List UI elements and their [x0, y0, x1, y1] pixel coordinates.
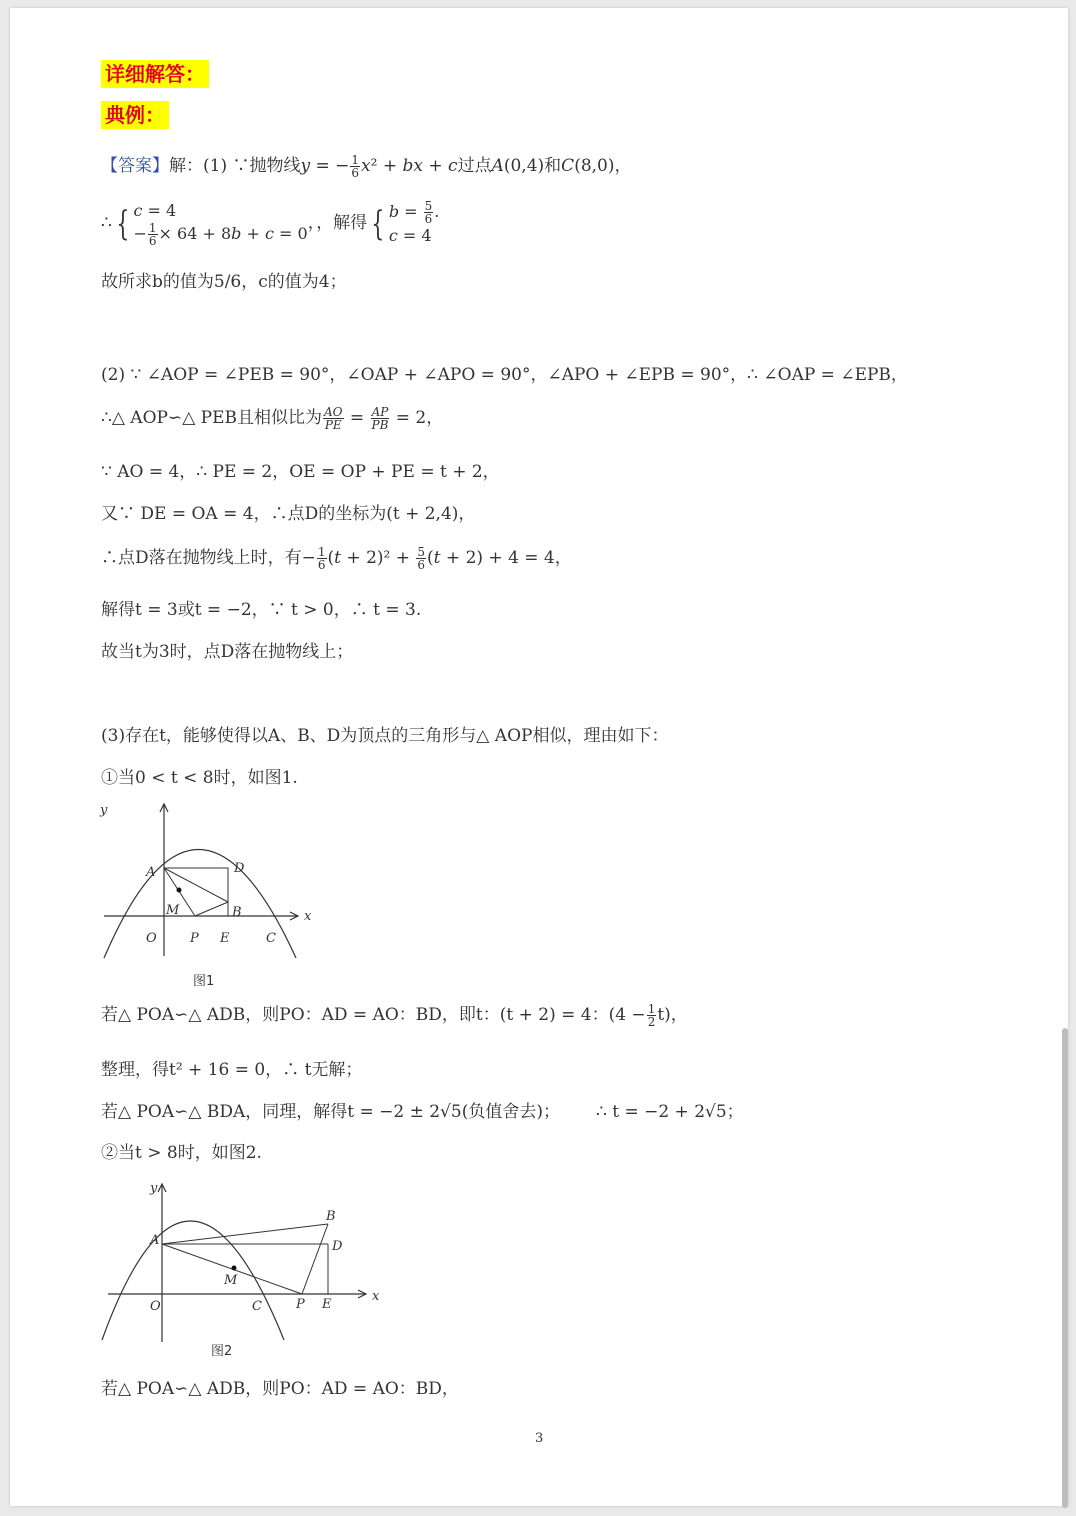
fig2-label-M: M: [224, 1273, 238, 1288]
fig1-label-y: y: [100, 803, 108, 818]
fig2-label-y: y: [150, 1181, 158, 1196]
part3-line-2: ①当0 < t < 8时，如图1.: [101, 768, 298, 788]
page-number: 3: [535, 1431, 544, 1446]
fig1-label-C: C: [266, 931, 276, 946]
part2-line-5: ∴点D落在抛物线上时，有− $\frac{1}{6}$ (t + 2)² + $\frac{5}{6}$ (t + 2) + 4 = 4，: [101, 545, 572, 572]
fig2-label-x: x: [372, 1289, 380, 1304]
heading-example: 典例：: [101, 103, 169, 129]
part3-line-7: 若△ POA∽△ ADB，则PO：AD = AO：BD，: [101, 1379, 459, 1399]
fig1-label-M: M: [166, 903, 180, 918]
document-page: [10, 8, 1068, 1506]
part2-line-2: ∴△ AOP∽△ PEB且相似比为 $\frac{AO}{PE}$ = $\frac{AP}{PB}$ = 2，: [101, 405, 444, 432]
heading-detail: 详细解答：: [101, 62, 209, 88]
fig1-label-P: P: [190, 931, 199, 946]
equation-system: ∴ { c = 4 − $\frac{1}{6}$ × 64 + 8b + c = 0，，解得 { b = $\frac{5}{6}$ . c = 4: [101, 199, 440, 248]
part3-line-5: 若△ POA∽△ BDA，同理，解得t = −2 ± 2√5(负值舍去)； ∴ t = −2 + 2√5；: [101, 1102, 744, 1122]
part3-line-6: ②当t > 8时，如图2.: [101, 1143, 262, 1163]
fig1-label-A: A: [146, 865, 156, 880]
figure-1-caption: 图1: [193, 974, 215, 989]
figure-1: [98, 796, 328, 1000]
part2-line-7: 故当t为3时，点D落在抛物线上；: [101, 642, 354, 662]
part3-line-4: 整理，得t² + 16 = 0，∴ t无解；: [101, 1060, 363, 1080]
part3-line-1: (3)存在t，能够使得以A、B、D为顶点的三角形与△ AOP相似，理由如下：: [101, 726, 669, 746]
fig2-label-O: O: [150, 1299, 161, 1314]
figure-2-caption: 图2: [211, 1344, 233, 1359]
fig2-label-E: E: [322, 1297, 332, 1312]
fig1-label-x: x: [304, 909, 312, 924]
fig1-label-D: D: [234, 861, 245, 876]
part2-line-6: 解得t = 3或t = −2，∵ t > 0，∴ t = 3.: [101, 600, 422, 620]
fig2-label-C: C: [252, 1299, 262, 1314]
fig1-label-E: E: [220, 931, 230, 946]
fig1-label-B: B: [232, 905, 242, 920]
figure-2: [98, 1172, 388, 1366]
fig2-label-D: D: [332, 1239, 343, 1254]
answer-line-3: 故所求b的值为5/6，c的值为4；: [101, 272, 347, 292]
part2-line-3: ∵ AO = 4，∴ PE = 2，OE = OP + PE = t + 2，: [101, 462, 500, 482]
fig1-label-O: O: [146, 931, 157, 946]
fig2-label-P: P: [296, 1297, 305, 1312]
fig2-label-A: A: [150, 1233, 160, 1248]
part3-line-3: 若△ POA∽△ ADB，则PO：AD = AO：BD，即t：(t + 2) = 4：(4 − $\frac{1}{2}$ t)，: [101, 1002, 688, 1029]
answer-line-1: 【答案】解：(1) ∵抛物线y = − $\frac{1}{6}$ x² + bx + c过点A(0,4)和C(8,0)，: [101, 153, 632, 180]
scrollbar[interactable]: [1062, 1028, 1068, 1508]
part2-line-4: 又∵ DE = OA = 4，∴点D的坐标为(t + 2,4)，: [101, 504, 476, 524]
part2-line-1: (2) ∵ ∠AOP = ∠PEB = 90°，∠OAP + ∠APO = 90°，∠APO + ∠EPB = 90°，∴ ∠OAP = ∠EPB，: [101, 365, 908, 385]
fig2-label-B: B: [326, 1209, 336, 1224]
answer-label: 【答案】: [101, 156, 169, 176]
